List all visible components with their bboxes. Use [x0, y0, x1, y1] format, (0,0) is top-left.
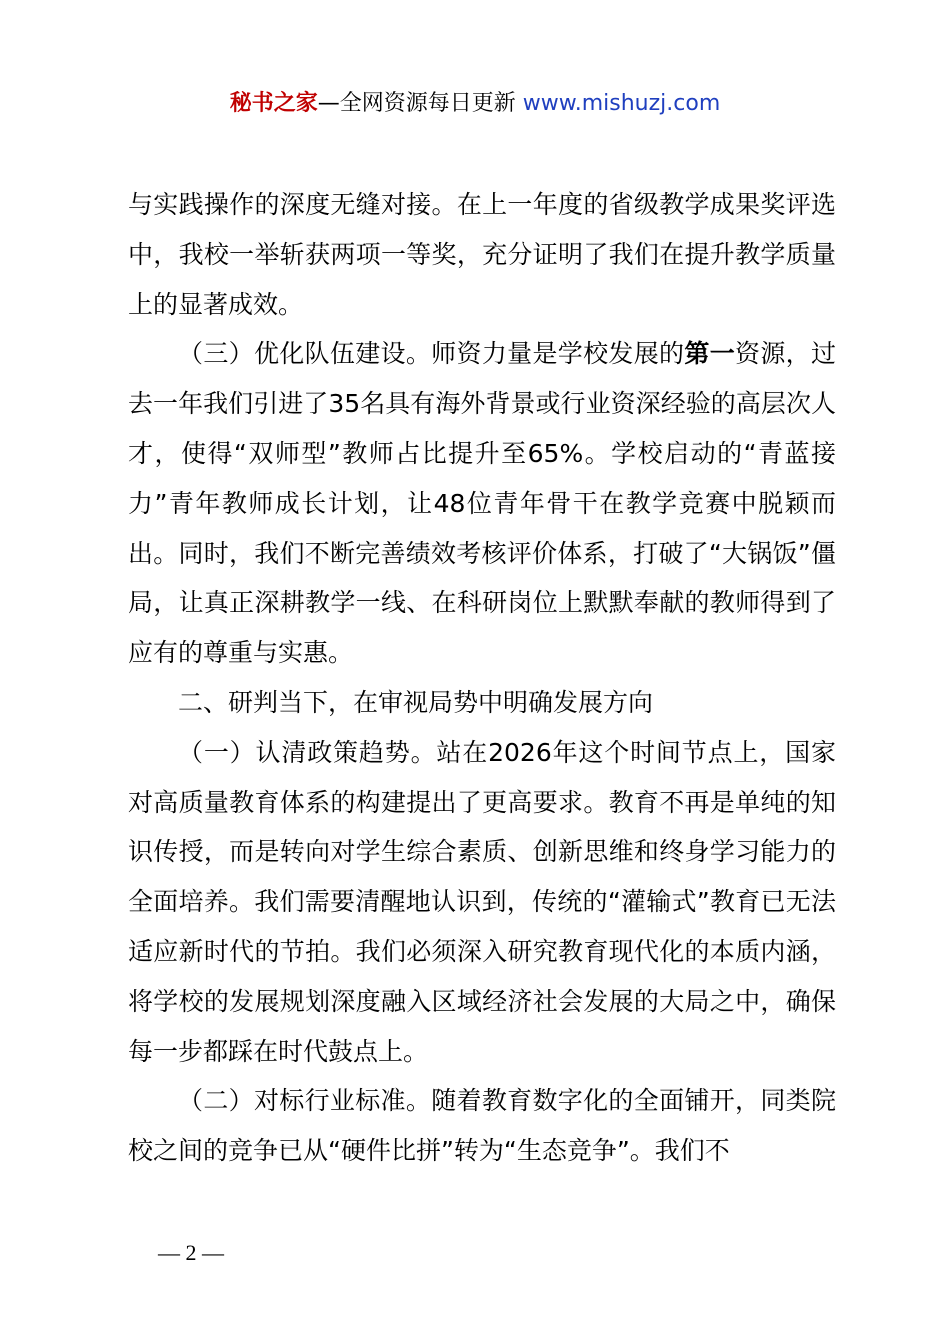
paragraph-industry-standard: （二）对标行业标准。随着教育数字化的全面铺开，同类院校之间的竞争已从“硬件比拼”转为“生态竞争”。我们不 — [128, 1086, 836, 1166]
bold-emphasis: 第一 — [684, 339, 736, 369]
header-slogan: —全网资源每日更新 — [317, 91, 516, 116]
document-body — [128, 180, 836, 1176]
paragraph-continuation: 与实践操作的深度无缝对接。在上一年度的省级教学成果奖评选中，我校一举斩获两项一等奖，充分证明了我们在提升教学质量上的显著成效。 — [128, 190, 836, 319]
paragraph-team-building — [128, 329, 836, 678]
section-heading: 二、研判当下，在审视局势中明确发展方向 — [178, 687, 654, 717]
paragraph-policy-trend: （一）认清政策趋势。站在2026年这个时间节点上，国家对高质量教育体系的构建提出了更高要求。教育不再是单纯的知识传授，而是转向对学生综合素质、创新思维和终身学习能力的全面培养。我们需要清醒地认识到，传统的“灌输式”教育已无法适应新时代的节拍。我们必须深入研究教育现代化的本质内涵，将学校的发展规划深度融入区域经济社会发展的大局之中，确保每一步都踩在时代鼓点上。 — [128, 737, 836, 1066]
site-url[interactable]: www.mishuzj.com — [522, 91, 721, 116]
paragraph-text: （三）优化队伍建设。师资力量是学校发展的 — [178, 339, 685, 369]
site-header — [0, 88, 950, 120]
page-number: — 2 — — [158, 1240, 224, 1265]
brand-name: 秘书之家 — [229, 91, 318, 116]
paragraph-text: 资源，过去一年我们引进了35名具有海外背景或行业资深经验的高层次人才，使得“双师型”教师占比提升至65%。学校启动的“青蓝接力”青年教师成长计划，让48位青年骨干在教学竞赛中脱颖而出。同时，我们不断完善绩效考核评价体系，打破了“大锅饭”僵局，让真正深耕教学一线、在科研岗位上默默奉献的教师得到了应有的尊重与实惠。 — [128, 339, 836, 668]
